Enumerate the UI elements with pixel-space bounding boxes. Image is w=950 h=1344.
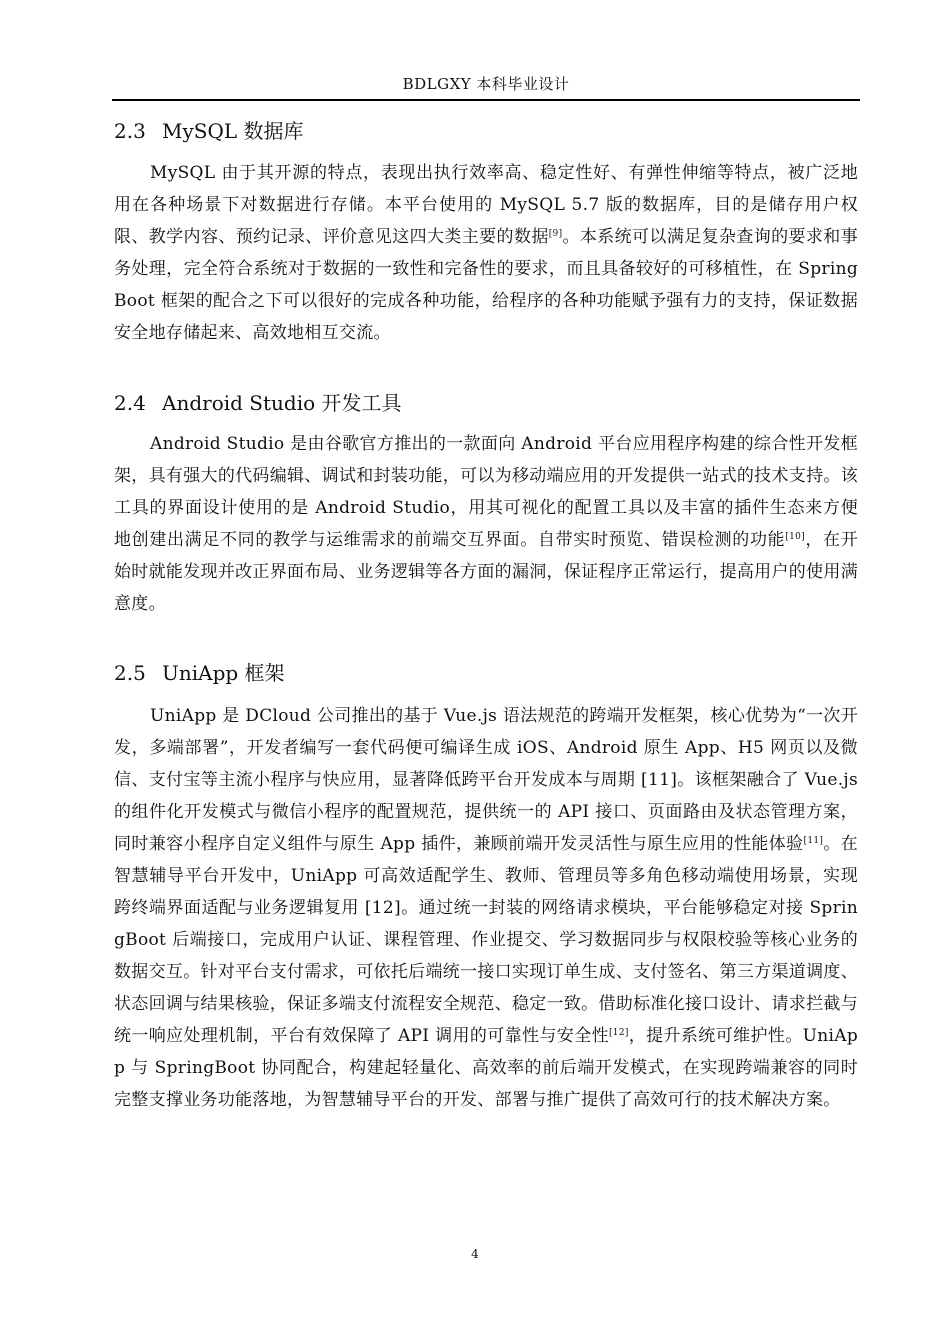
section-heading-2-4 [114, 390, 402, 416]
paragraph-text: 。在智慧辅导平台开发中，UniApp 可高效适配学生、教师、管理员等多角色移动端使用场景，实现跨终端界面适配与业务逻辑复用 [12]。通过统一封装的网络请求模块，平台能够稳定对接 SpringBoot 后端接口，完成用户认证、课程管理、作业提交、学习数据同步与权限校验等核心业务的数据交互。针对平台支付需求，可依托后端统一接口实现订单生成、支付签名、第三方渠道调度、状态回调与结果核验，保证多端支付流程安全规范、稳定一致。借助标准化接口设计、请求拦截与统一响应处理机制，平台有效保障了 API 调用的可靠性与安全性 [114, 834, 858, 1046]
citation: [10] [785, 532, 805, 542]
paragraph-text: 。本系统可以满足复杂查询的要求和事务处理，完全符合系统对于数据的一致性和完备性的要求，而且具备较好的可移植性，在 SpringBoot 框架的配合之下可以很好的完成各种功能，给程序的各种功能赋予强有力的支持，保证数据安全地存储起来、高效地相互交流。 [114, 227, 859, 343]
section-number: 2.4 [114, 391, 146, 415]
section-title: UniApp 框架 [162, 661, 285, 685]
paragraph-text: Android Studio 是由谷歌官方推出的一款面向 Android 平台应用程序构建的综合性开发框架，具有强大的代码编辑、调试和封装功能，可以为移动端应用的开发提供一站式的技术支持。该工具的界面设计使用的是 Android Studio，用其可视化的配置工具以及丰富的插件生态来方便地创建出满足不同的教学与运维需求的前端交互界面。自带实时预览、错误检测的功能 [114, 434, 858, 550]
citation: [9] [548, 229, 563, 239]
section-title: MySQL 数据库 [162, 119, 304, 143]
page-number: 4 [471, 1247, 479, 1261]
paragraph-text: UniApp 是 DCloud 公司推出的基于 Vue.js 语法规范的跨端开发框架，核心优势为“一次开发，多端部署”，开发者编写一套代码便可编译生成 iOS、Android 原生 App、H5 网页以及微信、支付宝等主流小程序与快应用，显著降低跨平台开发成本与周期 [11]。该框架融合了 Vue.js 的组件化开发模式与微信小程序的配置规范，提供统一的 API 接口、页面路由及状态管理方案，同时兼容小程序自定义组件与原生 App 插件，兼顾前端开发灵活性与原生应用的性能体验 [114, 706, 858, 854]
section-number: 2.3 [114, 119, 146, 143]
section-paragraph-2-3 [114, 157, 858, 349]
section-paragraph-2-5 [114, 700, 858, 1116]
running-header: BDLGXY 本科毕业设计 [402, 75, 570, 93]
paragraph-text: MySQL 由于其开源的特点，表现出执行效率高、稳定性好、有弹性伸缩等特点，被广泛地用在各种场景下对数据进行存储。本平台使用的 MySQL 5.7 版的数据库，目的是储存用户权限、教学内容、预约记录、评价意见这四大类主要的数据 [114, 163, 858, 247]
paragraph-text: ，提升系统可维护性。UniApp 与 SpringBoot 协同配合，构建起轻量化、高效率的前后端开发模式，在实现跨端兼容的同时完整支撑业务功能落地，为智慧辅导平台的开发、部署与推广提供了高效可行的技术解决方案。 [114, 1026, 858, 1110]
paragraph-text: ，在开始时就能发现并改正界面布局、业务逻辑等各方面的漏洞，保证程序正常运行，提高用户的使用满意度。 [114, 530, 858, 614]
section-paragraph-2-4 [114, 428, 858, 620]
section-number: 2.5 [114, 661, 146, 685]
citation: [11] [803, 836, 824, 846]
section-title: Android Studio 开发工具 [162, 391, 402, 415]
section-heading-2-3 [114, 118, 304, 144]
citation: [12] [608, 1028, 629, 1038]
header-rule [112, 99, 860, 101]
section-heading-2-5 [114, 660, 285, 686]
